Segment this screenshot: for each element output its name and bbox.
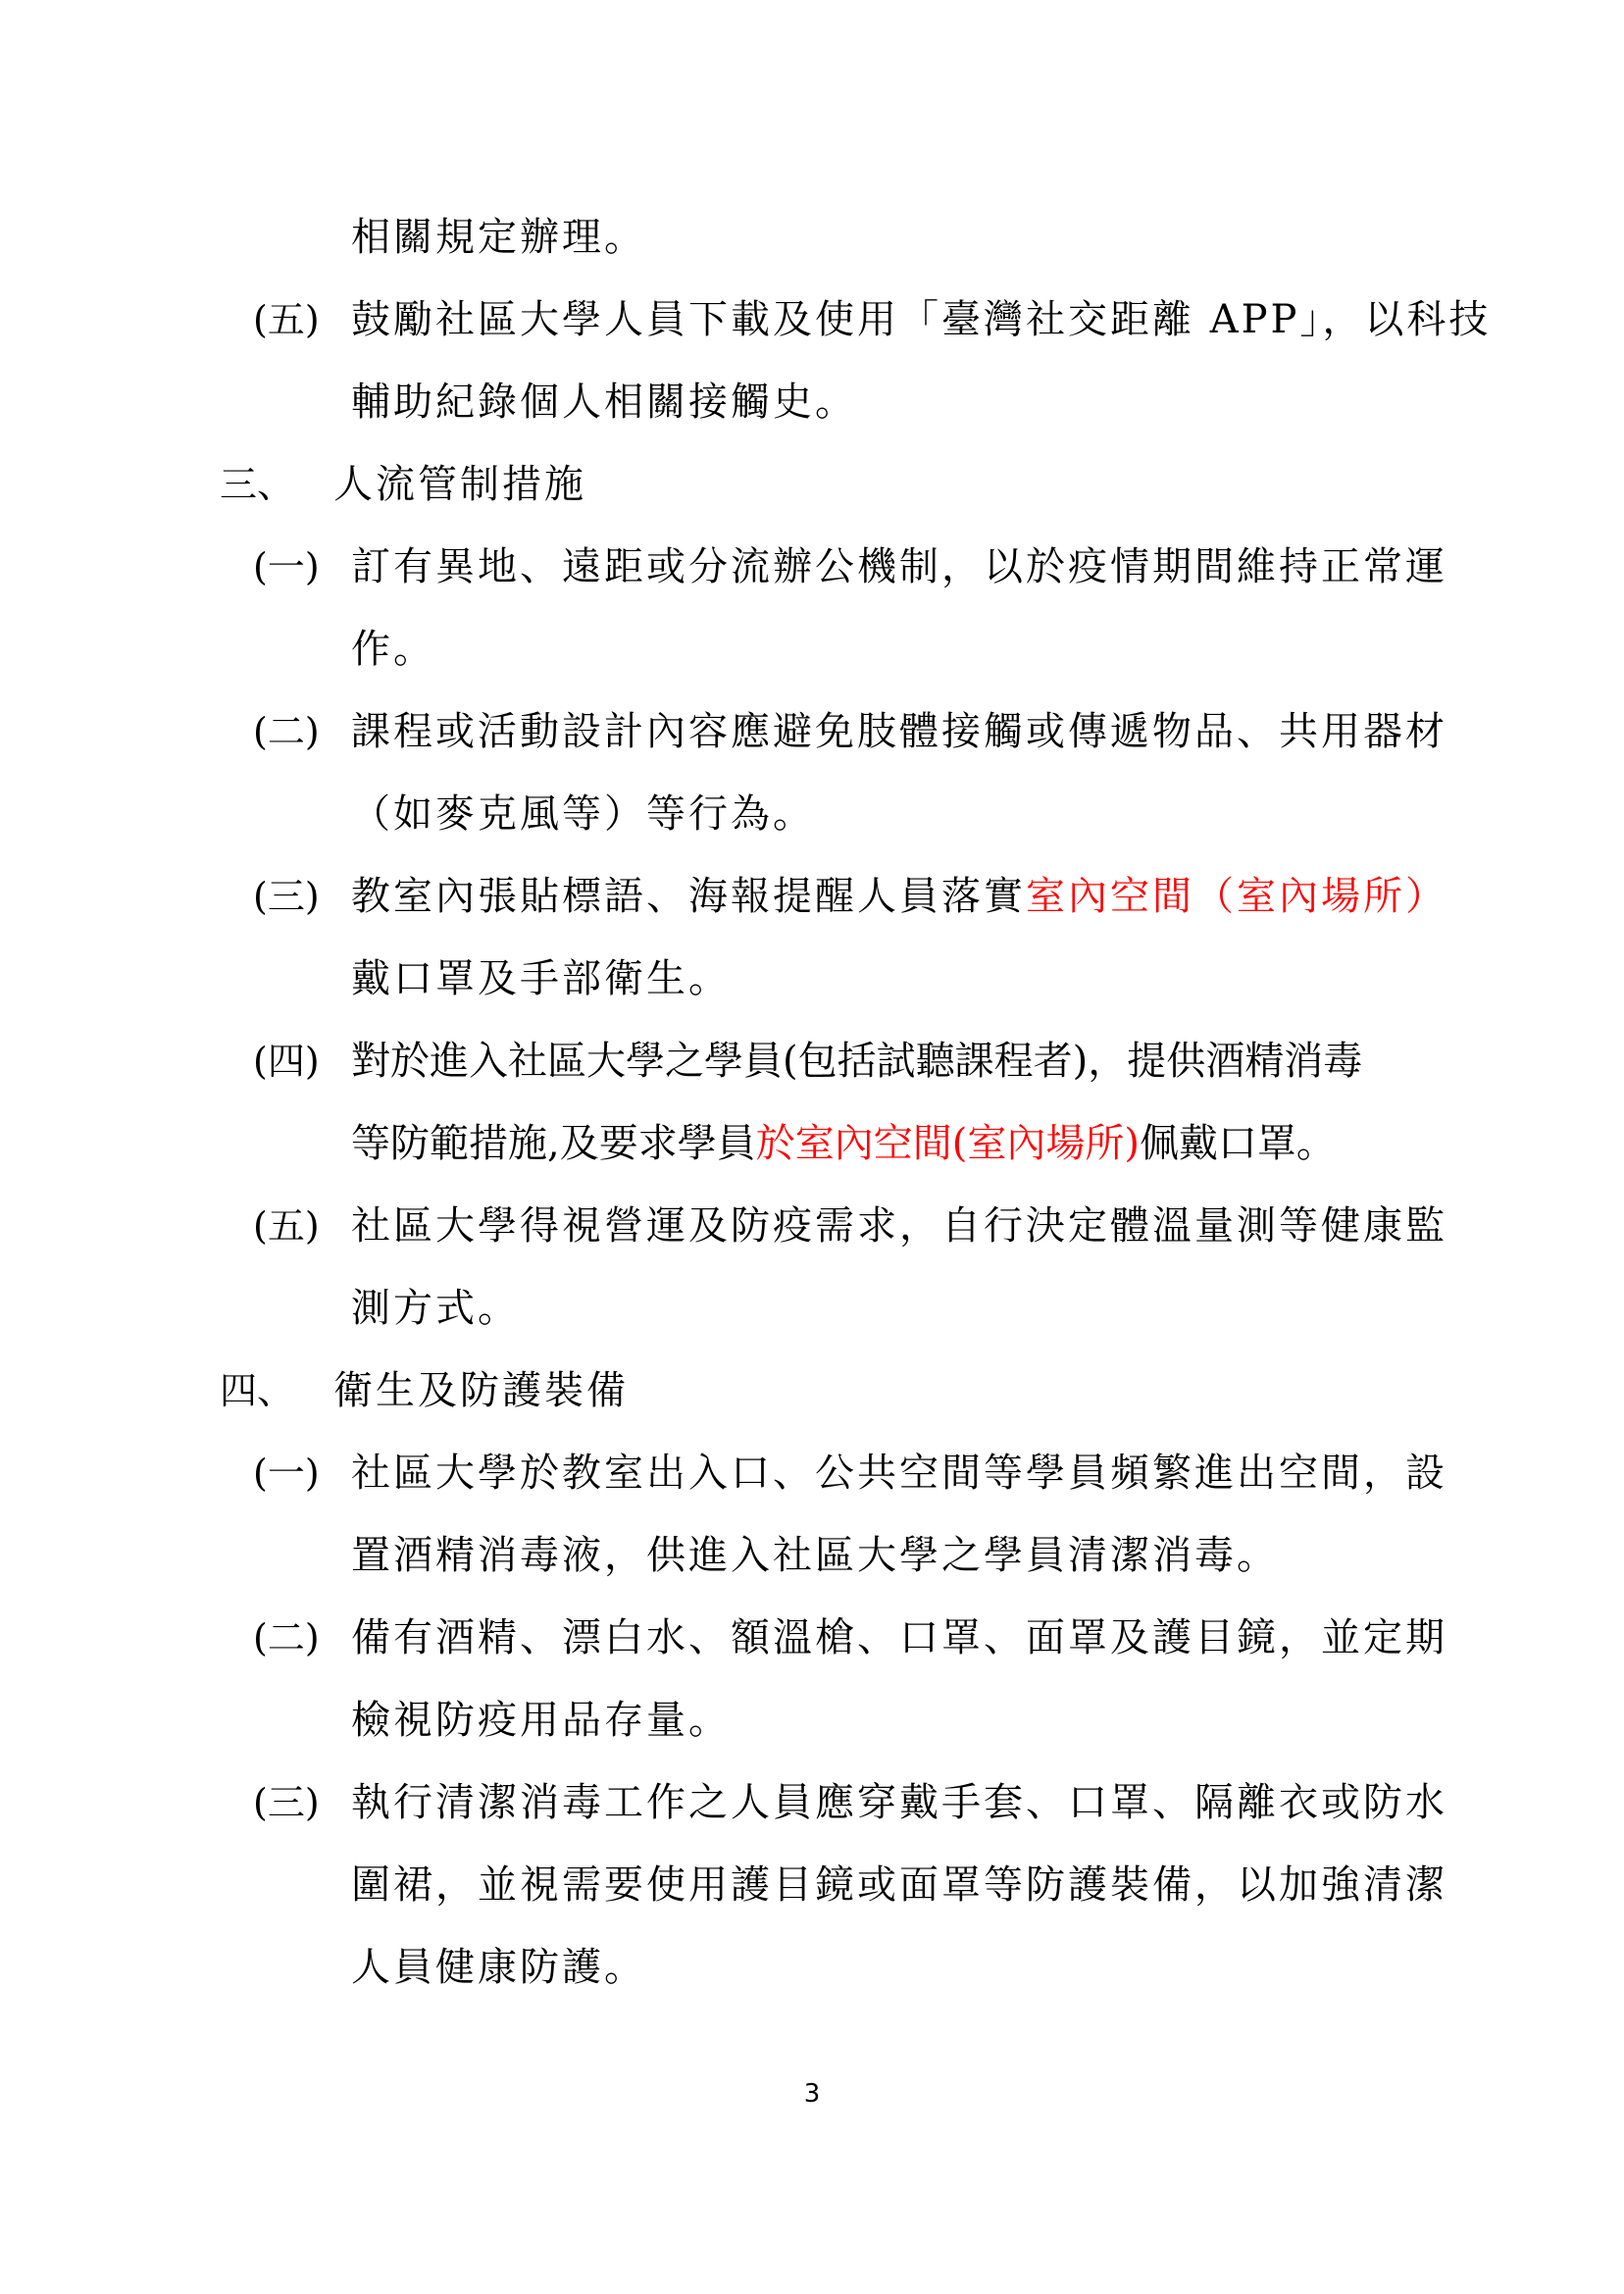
body-line: 執行清潔消毒工作之人員應穿戴手套、口罩、隔離衣或防水 [351,1780,1447,1825]
body-line: 對於進入社區大學之學員(包括試聽課程者)，提供酒精消毒 [351,1039,1363,1084]
body-line [351,873,1447,920]
body-line: 圍裙，並視需要使用護目鏡或面罩等防護裝備，以加強清潔 [351,1862,1447,1908]
item-number: (三) [253,875,320,918]
highlighted-text: 於室內空間(室內場所) [755,1121,1140,1166]
body-line: 鼓勵社區大學人員下載及使用「臺灣社交距離 APP」，以科技 [351,297,1492,342]
body-line: 備有酒精、漂白水、額溫槍、口罩、面罩及護目鏡，並定期 [351,1615,1447,1660]
body-line: 訂有異地、遠距或分流辦公機制，以於疫情期間維持正常運 [351,544,1447,589]
item-number: (五) [253,1204,320,1248]
highlighted-text: 室內空間（室內場所） [1026,874,1447,919]
item-number: (二) [253,1616,320,1659]
body-line: 社區大學得視營運及防疫需求，自行決定體溫量測等健康監 [351,1203,1447,1249]
body-text: 佩戴口罩。 [1139,1121,1336,1166]
body-line: 社區大學於教室出入口、公共空間等學員頻繁進出空間，設 [351,1451,1447,1496]
item-number: (一) [253,1452,320,1495]
body-line: （如麥克風等）等行為。 [351,791,815,837]
section-heading: 衛生及防護裝備 [333,1368,629,1413]
body-line: 作。 [351,627,435,672]
section-number: 四、 [220,1369,295,1412]
section-number: 三、 [220,463,295,506]
body-text: 教室內張貼標語、海報提醒人員落實 [351,874,1026,919]
body-line: 課程或活動設計內容應避免肢體接觸或傳遞物品、共用器材 [351,709,1447,754]
body-line: 測方式。 [351,1286,520,1331]
item-number: (三) [253,1781,320,1824]
section-heading: 人流管制措施 [333,462,586,507]
body-line: 置酒精消毒液，供進入社區大學之學員清潔消毒。 [351,1533,1279,1578]
item-number: (五) [253,298,320,341]
body-line: 相關規定辦理。 [351,215,646,260]
body-line: 輔助紀錄個人相關接觸史。 [351,380,857,425]
body-line [351,1120,1336,1167]
item-number: (二) [253,710,320,753]
page-number: 3 [803,2079,821,2109]
item-number: (一) [253,545,320,588]
body-line: 檢視防疫用品存量。 [351,1698,731,1743]
body-line: 戴口罩及手部衛生。 [351,956,731,1001]
body-line: 人員健康防護。 [351,1945,646,1990]
item-number: (四) [253,1040,320,1083]
body-text: 等防範措施,及要求學員 [351,1121,756,1166]
